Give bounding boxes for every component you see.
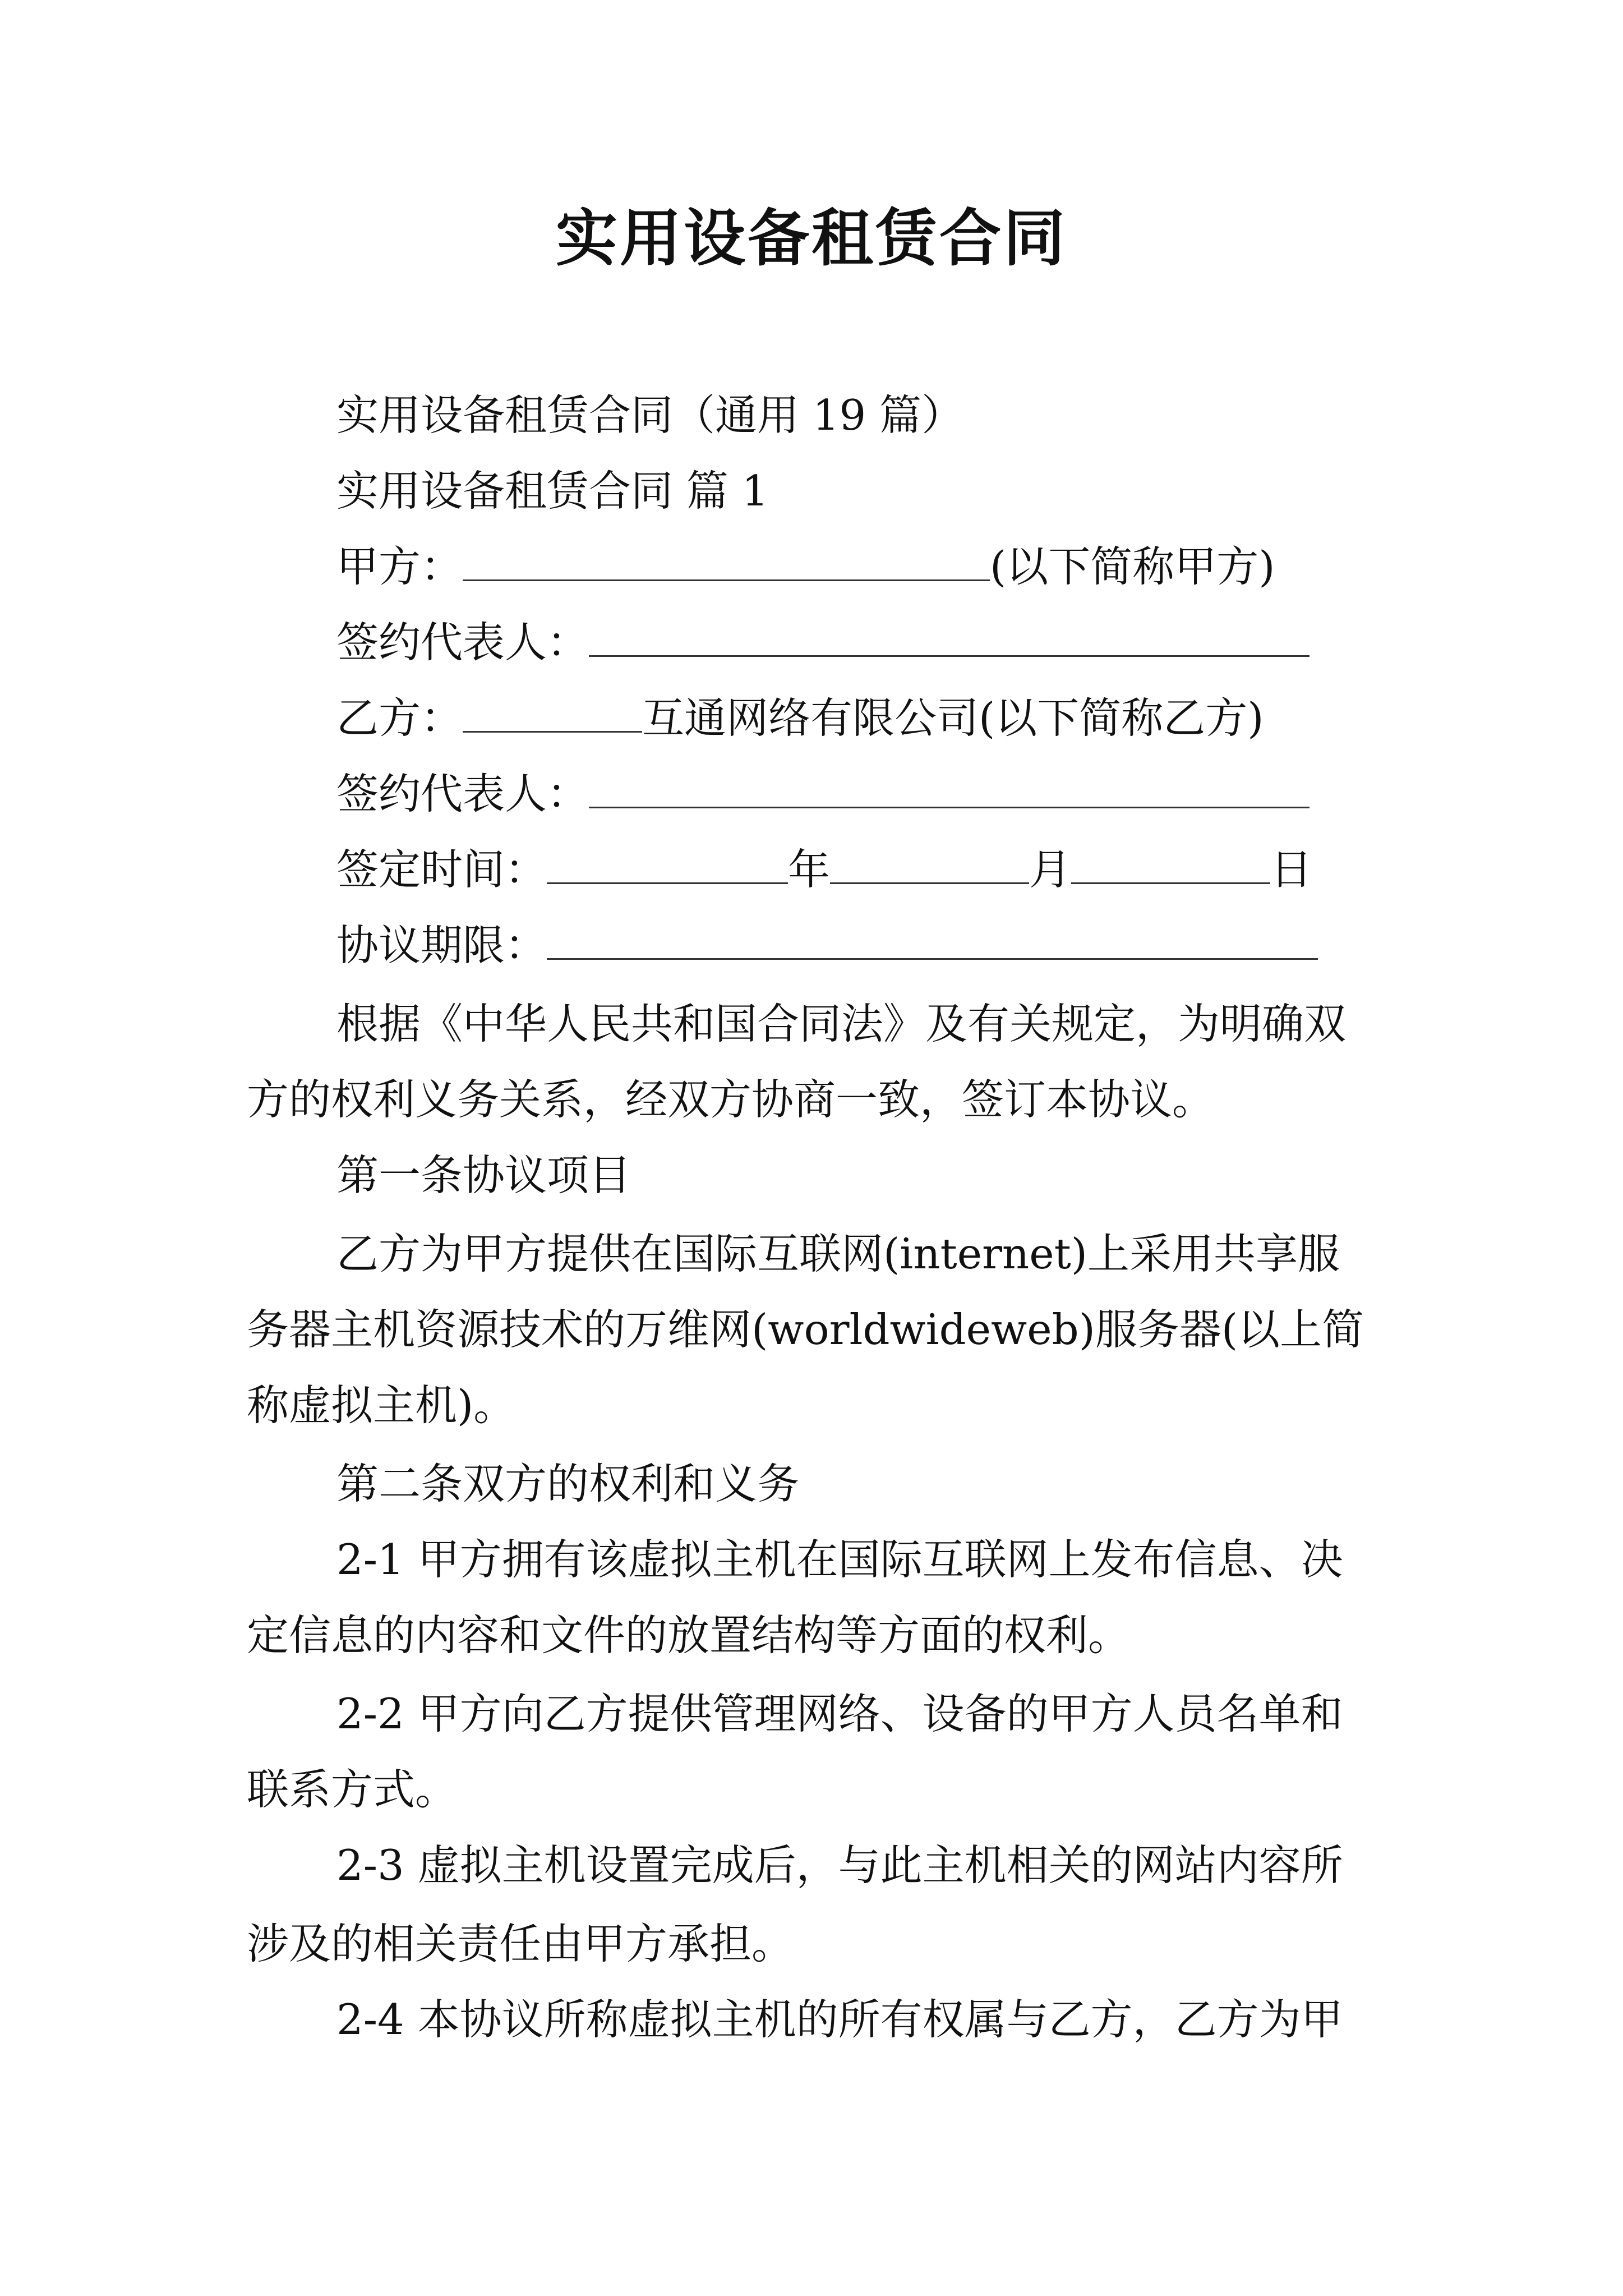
term-blank (547, 921, 1318, 960)
section-heading: 实用设备租赁合同 篇 1 (336, 466, 769, 516)
signing-date-row (336, 841, 1312, 898)
signing-day-blank (1071, 845, 1270, 884)
clause-2-4-line-1: 2-4 本协议所称虚拟主机的所有权属与乙方，乙方为甲 (336, 1995, 1343, 2044)
article-1-line-1: 乙方为甲方提供在国际互联网(internet)上采用共享服 (336, 1229, 1340, 1278)
clause-2-3-line-1: 2-3 虚拟主机设置完成后，与此主机相关的网站内容所 (336, 1841, 1343, 1890)
party-b-rep-blank (589, 770, 1310, 808)
party-b-rep-label: 签约代表人： (336, 769, 589, 818)
party-a-row (336, 539, 1275, 595)
signing-month-blank (830, 845, 1029, 884)
clause-2-1-line-2: 定信息的内容和文件的放置结构等方面的权利。 (247, 1611, 1131, 1660)
clause-2-3-line-2: 涉及的相关责任由甲方承担。 (247, 1919, 794, 1968)
article-2-heading: 第二条双方的权利和义务 (336, 1459, 800, 1508)
document-title: 实用设备租赁合同 (556, 202, 1067, 274)
party-a-suffix: (以下简称甲方) (990, 542, 1275, 591)
article-1-line-3: 称虚拟主机)。 (247, 1381, 516, 1430)
party-b-label: 乙方： (336, 693, 463, 743)
party-b-blank (463, 694, 642, 733)
term-row (336, 917, 1318, 973)
party-a-blank (463, 542, 990, 581)
party-a-rep-blank (589, 618, 1310, 657)
article-1-line-2: 务器主机资源技术的万维网(worldwideweb)服务器(以上简 (247, 1305, 1364, 1354)
signing-month-label: 月 (1029, 845, 1072, 894)
article-1-heading: 第一条协议项目 (336, 1151, 631, 1200)
doc-heading: 实用设备租赁合同（通用 19 篇） (336, 390, 964, 440)
party-b-name: 互通网络有限公司 (642, 693, 979, 743)
party-b-suffix: (以下简称乙方) (979, 693, 1264, 743)
term-label: 协议期限： (336, 921, 547, 970)
clause-2-2-line-1: 2-2 甲方向乙方提供管理网络、设备的甲方人员名单和 (336, 1689, 1343, 1738)
clause-2-1-line-1: 2-1 甲方拥有该虚拟主机在国际互联网上发布信息、决 (336, 1535, 1343, 1584)
signing-year-blank (547, 845, 788, 884)
clause-2-2-line-2: 联系方式。 (247, 1765, 458, 1814)
signing-day-label: 日 (1270, 845, 1313, 894)
intro-line-1: 根据《中华人民共和国合同法》及有关规定，为明确双 (336, 999, 1347, 1048)
party-b-row (336, 690, 1264, 746)
signing-year-label: 年 (788, 845, 831, 894)
intro-line-2: 方的权利义务关系，经双方协商一致，签订本协议。 (247, 1075, 1215, 1124)
party-a-rep-row (336, 614, 1310, 670)
party-a-label: 甲方： (336, 542, 463, 591)
signing-date-label: 签定时间： (336, 845, 547, 894)
party-b-rep-row (336, 766, 1310, 822)
party-a-rep-label: 签约代表人： (336, 618, 589, 667)
